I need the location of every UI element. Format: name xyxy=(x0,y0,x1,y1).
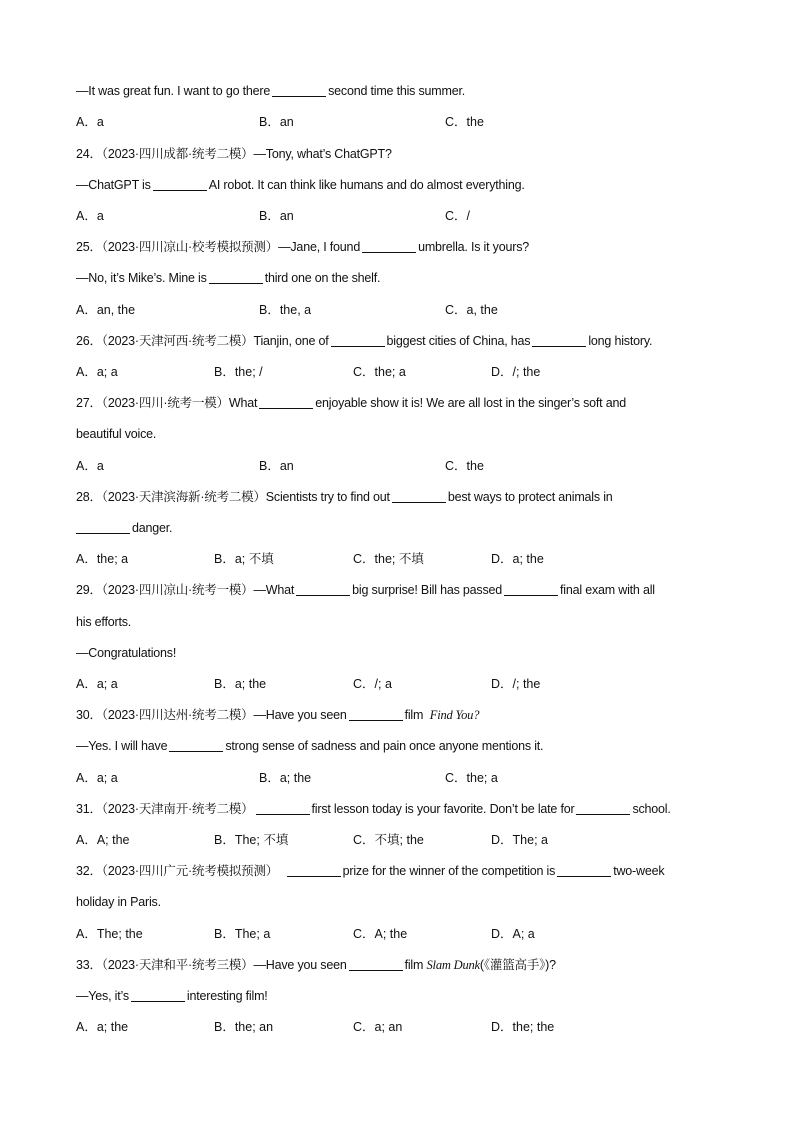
q28-option-b: B．a; 不填 xyxy=(214,552,274,566)
q31-option-b: B．The; 不填 xyxy=(214,833,289,847)
q30-option-a: A．a; a xyxy=(76,771,118,785)
q32-option-d: D．A; a xyxy=(491,927,535,941)
q26-option-b: B．the; / xyxy=(214,365,263,379)
q33-line2-b: interesting film! xyxy=(186,989,268,1003)
q27-stem-a: 27．（2023·四川·统考一模）What xyxy=(76,396,258,410)
q29-option-d: D．/; the xyxy=(491,677,541,691)
q29-line3-text: —Congratulations! xyxy=(76,646,177,660)
q28-line2-text: danger. xyxy=(132,521,173,535)
answer-blank[interactable] xyxy=(259,396,313,409)
q30-line2-a: —Yes. I will have xyxy=(76,739,168,753)
q30-stem-a: 30．（2023·四川达州·统考二模）—Have you seen xyxy=(76,708,347,722)
q29-stem-b: big surprise! Bill has passed xyxy=(352,583,503,597)
q27-option-a: A．a xyxy=(76,459,104,473)
q23-text-b: second time this summer. xyxy=(328,84,466,98)
q33-option-a: A．a; the xyxy=(76,1020,129,1034)
q26-option-d: D．/; the xyxy=(491,365,541,379)
q27-option-c: C．the xyxy=(445,459,484,473)
q28-option-d: D．a; the xyxy=(491,552,544,566)
q31-option-d: D．The; a xyxy=(491,833,548,847)
answer-blank[interactable] xyxy=(296,583,350,596)
q33-line2 xyxy=(76,988,724,1004)
q31-stem-c: school. xyxy=(632,802,671,816)
q31-option-a: A．A; the xyxy=(76,833,130,847)
q30-stem-b: film xyxy=(404,708,424,722)
answer-blank[interactable] xyxy=(153,178,207,191)
q25-line2-b: third one on the shelf. xyxy=(264,271,381,285)
q32-line2 xyxy=(76,894,724,910)
answer-blank[interactable] xyxy=(169,739,223,752)
q32-stem-b: prize for the winner of the competition is xyxy=(342,864,556,878)
q29-stem xyxy=(76,582,724,598)
q32-stem-c: two-week xyxy=(613,864,665,878)
q30-option-c: C．the; a xyxy=(445,771,498,785)
q29-line2-text: his efforts. xyxy=(76,615,132,629)
q24-option-c: C．/ xyxy=(445,209,471,223)
q33-stem-a: 33．（2023·天津和平·统考三模）—Have you seen xyxy=(76,958,347,972)
q28-option-c: C．the; 不填 xyxy=(353,552,424,566)
q23-text-a: —It was great fun. I want to go there xyxy=(76,84,271,98)
q33-stem-cn: (《灌篮高手》)? xyxy=(479,958,556,972)
q23-option-a: A．a xyxy=(76,115,104,129)
answer-blank[interactable] xyxy=(272,84,326,97)
q26-stem-a: 26．（2023·天津河西·统考二模）Tianjin, one of xyxy=(76,334,329,348)
q32-line2-text: holiday in Paris. xyxy=(76,895,161,909)
answer-blank[interactable] xyxy=(76,521,130,534)
q27-option-b: B．an xyxy=(259,459,294,473)
answer-blank[interactable] xyxy=(576,802,630,815)
q24-line2-a: —ChatGPT is xyxy=(76,178,151,192)
q31-stem-a: 31．（2023·天津南开·统考二模） xyxy=(76,802,254,816)
q24-line2 xyxy=(76,177,724,193)
q28-option-a: A．the; a xyxy=(76,552,129,566)
q28-stem-b: best ways to protect animals in xyxy=(447,490,613,504)
q27-line2 xyxy=(76,426,724,442)
q27-stem xyxy=(76,395,724,411)
q25-option-c: C．a, the xyxy=(445,303,498,317)
answer-blank[interactable] xyxy=(504,583,558,596)
q23-option-b: B．an xyxy=(259,115,294,129)
q27-stem-b: enjoyable show it is! We are all lost in the singer’s soft and xyxy=(315,396,626,410)
q26-option-a: A．a; a xyxy=(76,365,118,379)
q33-option-d: D．the; the xyxy=(491,1020,555,1034)
q28-stem-a: 28．（2023·天津滨海新·统考二模）Scientists try to find out xyxy=(76,490,390,504)
q30-line2-b: strong sense of sadness and pain once anyone mentions it. xyxy=(225,739,544,753)
answer-blank[interactable] xyxy=(362,240,416,253)
q33-stem-b: film xyxy=(404,958,424,972)
q33-film-title: Slam Dunk xyxy=(426,958,480,972)
q30-option-b: B．a; the xyxy=(259,771,312,785)
q29-line3 xyxy=(76,645,724,661)
q26-option-c: C．the; a xyxy=(353,365,406,379)
q30-film-title: Find You? xyxy=(429,708,480,722)
answer-blank[interactable] xyxy=(256,802,310,815)
q29-stem-a: 29．（2023·四川凉山·统考一模）—What xyxy=(76,583,295,597)
answer-blank[interactable] xyxy=(209,271,263,284)
q33-line2-a: —Yes, it’s xyxy=(76,989,129,1003)
q24-stem xyxy=(76,146,724,162)
q30-stem xyxy=(76,707,724,723)
answer-blank[interactable] xyxy=(331,334,385,347)
q29-option-b: B．a; the xyxy=(214,677,267,691)
answer-blank[interactable] xyxy=(287,864,341,877)
q23-line xyxy=(76,83,724,99)
q32-option-c: C．A; the xyxy=(353,927,408,941)
q29-line2 xyxy=(76,614,724,630)
q33-option-c: C．a; an xyxy=(353,1020,403,1034)
q25-option-b: B．the, a xyxy=(259,303,312,317)
q25-stem-b: umbrella. Is it yours? xyxy=(418,240,529,254)
answer-blank[interactable] xyxy=(557,864,611,877)
q24-option-a: A．a xyxy=(76,209,104,223)
q25-stem xyxy=(76,239,724,255)
answer-blank[interactable] xyxy=(131,989,185,1002)
answer-blank[interactable] xyxy=(532,334,586,347)
q25-line2 xyxy=(76,270,724,286)
q24-line2-b: AI robot. It can think like humans and do almost everything. xyxy=(208,178,525,192)
answer-blank[interactable] xyxy=(349,708,403,721)
q30-line2 xyxy=(76,738,724,754)
q25-line2-a: —No, it’s Mike’s. Mine is xyxy=(76,271,207,285)
q25-stem-a: 25．（2023·四川凉山·校考模拟预测）—Jane, I found xyxy=(76,240,361,254)
q29-option-c: C．/; a xyxy=(353,677,392,691)
q31-option-c: C．不填; the xyxy=(353,833,424,847)
q29-option-a: A．a; a xyxy=(76,677,118,691)
q33-stem xyxy=(76,957,724,973)
q28-line2 xyxy=(76,520,724,536)
q32-option-b: B．The; a xyxy=(214,927,271,941)
q31-stem-b: first lesson today is your favorite. Don’t be late for xyxy=(311,802,575,816)
q33-option-b: B．the; an xyxy=(214,1020,274,1034)
q26-stem-c: long history. xyxy=(588,334,653,348)
q32-stem xyxy=(76,863,724,879)
answer-blank[interactable] xyxy=(392,490,446,503)
answer-blank[interactable] xyxy=(349,958,403,971)
q25-option-a: A．an, the xyxy=(76,303,136,317)
q24-stem-text: 24．（2023·四川成都·统考二模）—Tony, what’s ChatGPT? xyxy=(76,147,392,161)
q23-option-c: C．the xyxy=(445,115,484,129)
q32-stem-a: 32．（2023·四川广元·统考模拟预测） xyxy=(76,864,279,878)
q26-stem xyxy=(76,333,724,349)
q24-option-b: B．an xyxy=(259,209,294,223)
q27-line2-text: beautiful voice. xyxy=(76,427,157,441)
q28-stem xyxy=(76,489,724,505)
q31-stem xyxy=(76,801,724,817)
q32-option-a: A．The; the xyxy=(76,927,143,941)
q29-stem-c: final exam with all xyxy=(560,583,655,597)
q26-stem-b: biggest cities of China, has xyxy=(386,334,531,348)
